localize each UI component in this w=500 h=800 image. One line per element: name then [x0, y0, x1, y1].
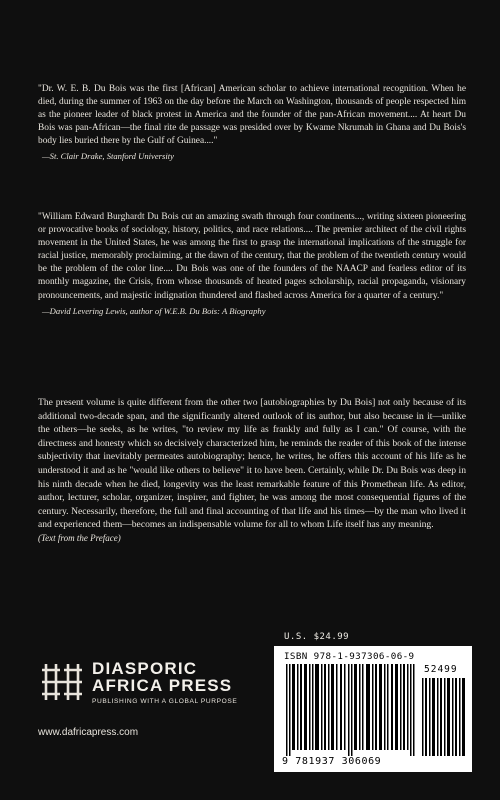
quote-text: "William Edward Burghardt Du Bois cut an amazing swath through four continents..., writing sixteen pioneering or provocative books of sociology, history, politics, and race relations.... The premier architect of the civil rights movement in the United States, he was among the first to grasp the international implications of the struggle for racial justice, memorably proclaiming, at the dawn of the century, that the problem of the twentieth century would be the problem of the color line.... Du Bois was one of the founders of the NAACP and fearless editor of its monthly magazine, the Crisis, from whose thousands of heated pages scholarship, racial propaganda, visionary pronouncements, and majestic indignation thundered and flashed across America for a quarter of a century." [38, 212, 466, 301]
publisher-name-line1: DIASPORIC [92, 659, 198, 678]
addon-barcode-bars [422, 678, 466, 756]
blurb-quote-drake [38, 83, 466, 162]
description-source-note: (Text from the Preface) [38, 532, 121, 543]
description-text: The present volume is quite different from the other two [autobiographies by Du Bois] not only because of its additional two-decade span, and the significantly altered outlook of its author, but also because in it—unlike the others—he seeks, as he writes, "to review my life as frankly and fully as I can." Of course, with the directness and honesty which so decisively characterized him, he reminds the reader of this book of the intense subjectivity that inevitably permeates autobiography; hence, he writes, he offers this account of his life as he understood it and as he "would like others to believe" it to have been. Certainly, while Dr. Du Bois was deep in his ninth decade when he died, longevity was the least remarkable feature of this Promethean life. As editor, author, lecturer, scholar, organizer, inspirer, and fighter, he was among the most consequential figures of the century. Necessarily, therefore, the full and final accounting of that life and his times—by the man who lived it and experienced them—becomes an indispensable volume for all to whom Life itself has any meaning. [38, 397, 466, 531]
book-description [38, 396, 466, 546]
quote-attribution: —David Levering Lewis, author of W.E.B. Du Bois: A Biography [42, 305, 266, 316]
price-label: U.S. $24.99 [284, 632, 350, 642]
publisher-tagline: PUBLISHING WITH A GLOBAL PURPOSE [92, 698, 238, 705]
quote-text: "Dr. W. E. B. Du Bois was the first [African] American scholar to achieve international recognition. When he died, during the summer of 1963 on the day before the March on Washington, thousands of people respected him as the pioneer leader of black protest in America and the founder of the pan-African movement.... At heart Du Bois was pan-African—the final rite de passage was presided over by Kwame Nkrumah in Ghana and Du Bois's body lies buried there by the Gulf of Guinea...." [38, 84, 466, 147]
ean-number: 9 781937 306069 [282, 756, 382, 767]
publisher-name-line2: AFRICA PRESS [92, 676, 233, 695]
publisher-logo-icon [40, 660, 84, 704]
publisher-name [92, 660, 232, 694]
isbn-barcode [274, 646, 472, 772]
isbn-text: ISBN 978-1-937306-06-9 [284, 651, 415, 662]
quote-attribution: —St. Clair Drake, Stanford University [42, 151, 174, 162]
addon-number: 52499 [424, 664, 458, 675]
ean-barcode-bars [282, 664, 418, 756]
blurb-quote-lewis [38, 211, 466, 317]
publisher-url: www.dafricapress.com [38, 727, 139, 738]
